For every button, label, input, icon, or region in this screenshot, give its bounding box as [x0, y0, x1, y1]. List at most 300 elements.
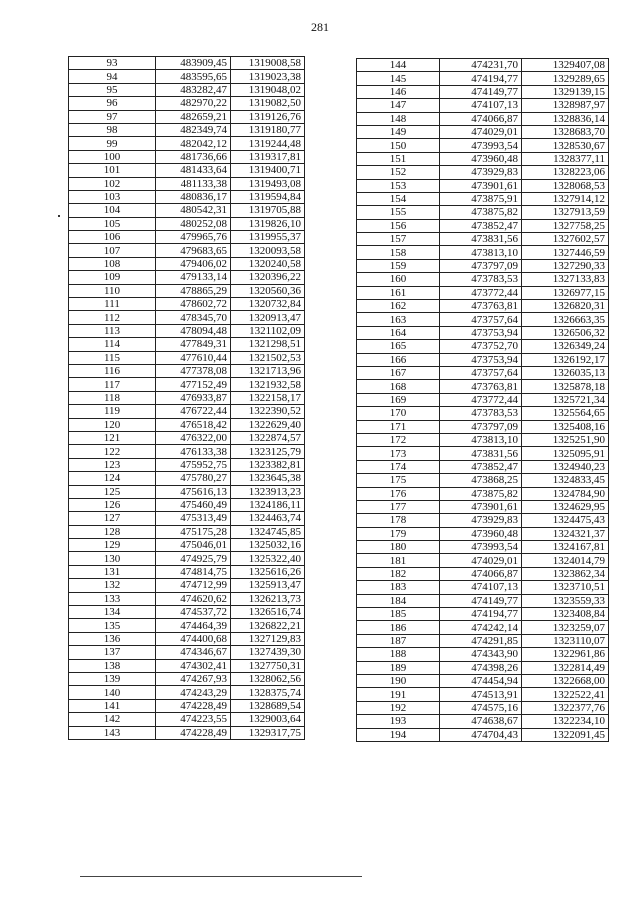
table-row: [357, 701, 609, 714]
x-coordinate-cell: 475460,49: [156, 498, 231, 511]
y-coordinate-cell: 1319955,37: [231, 231, 305, 244]
point-number-cell: 127: [69, 512, 156, 525]
point-number-cell: 105: [69, 217, 156, 230]
y-coordinate-cell: 1326663,35: [522, 313, 609, 326]
point-number-cell: 188: [357, 648, 440, 661]
y-coordinate-cell: 1322158,17: [231, 391, 305, 404]
table-row: [357, 192, 609, 205]
table-row: [69, 632, 305, 645]
y-coordinate-cell: 1327129,83: [231, 632, 305, 645]
table-row: [69, 579, 305, 592]
table-row: [69, 83, 305, 96]
x-coordinate-cell: 483909,45: [156, 57, 231, 70]
x-coordinate-cell: 473783,53: [440, 273, 522, 286]
y-coordinate-cell: 1320732,84: [231, 298, 305, 311]
y-coordinate-cell: 1324784,90: [522, 487, 609, 500]
y-coordinate-cell: 1324940,23: [522, 460, 609, 473]
y-coordinate-cell: 1320560,36: [231, 284, 305, 297]
y-coordinate-cell: 1321298,51: [231, 338, 305, 351]
table-row: [69, 244, 305, 257]
table-row: [69, 257, 305, 270]
y-coordinate-cell: 1327914,12: [522, 192, 609, 205]
x-coordinate-cell: 480542,31: [156, 204, 231, 217]
y-coordinate-cell: 1325721,34: [522, 393, 609, 406]
y-coordinate-cell: 1324186,11: [231, 498, 305, 511]
y-coordinate-cell: 1326977,15: [522, 286, 609, 299]
table-row: [69, 97, 305, 110]
point-number-cell: 97: [69, 110, 156, 123]
x-coordinate-cell: 474302,41: [156, 659, 231, 672]
x-coordinate-cell: 474107,13: [440, 99, 522, 112]
x-coordinate-cell: 474267,93: [156, 672, 231, 685]
y-coordinate-cell: 1324321,37: [522, 527, 609, 540]
x-coordinate-cell: 482970,22: [156, 97, 231, 110]
y-coordinate-cell: 1322961,86: [522, 648, 609, 661]
y-coordinate-cell: 1328987,97: [522, 99, 609, 112]
table-row: [69, 70, 305, 83]
point-number-cell: 106: [69, 231, 156, 244]
table-row: [69, 231, 305, 244]
x-coordinate-cell: 474620,62: [156, 592, 231, 605]
point-number-cell: 113: [69, 324, 156, 337]
table-row: [357, 581, 609, 594]
table-row: [357, 634, 609, 647]
y-coordinate-cell: 1325322,40: [231, 552, 305, 565]
table-row: [357, 594, 609, 607]
x-coordinate-cell: 473757,64: [440, 313, 522, 326]
point-number-cell: 144: [357, 59, 440, 72]
y-coordinate-cell: 1326035,13: [522, 366, 609, 379]
table-row: [69, 646, 305, 659]
table-row: [357, 433, 609, 446]
point-number-cell: 179: [357, 527, 440, 540]
x-coordinate-cell: 474537,72: [156, 606, 231, 619]
table-row: [357, 393, 609, 406]
table-row: [357, 152, 609, 165]
point-number-cell: 191: [357, 688, 440, 701]
table-row: [357, 166, 609, 179]
y-coordinate-cell: 1324463,74: [231, 512, 305, 525]
y-coordinate-cell: 1321502,53: [231, 351, 305, 364]
table-row: [69, 364, 305, 377]
table-row: [357, 206, 609, 219]
table-row: [357, 366, 609, 379]
y-coordinate-cell: 1320396,22: [231, 271, 305, 284]
point-number-cell: 190: [357, 674, 440, 687]
table-row: [69, 271, 305, 284]
y-coordinate-cell: 1327758,25: [522, 219, 609, 232]
table-row: [357, 527, 609, 540]
x-coordinate-cell: 474223,55: [156, 713, 231, 726]
table-row: [69, 659, 305, 672]
y-coordinate-cell: 1324475,43: [522, 514, 609, 527]
x-coordinate-cell: 481133,38: [156, 177, 231, 190]
y-coordinate-cell: 1323259,07: [522, 621, 609, 634]
table-row: [357, 300, 609, 313]
x-coordinate-cell: 478602,72: [156, 298, 231, 311]
point-number-cell: 180: [357, 541, 440, 554]
y-coordinate-cell: 1327439,30: [231, 646, 305, 659]
y-coordinate-cell: 1325913,47: [231, 579, 305, 592]
table-row: [357, 59, 609, 72]
coordinates-table-left: [68, 56, 305, 740]
x-coordinate-cell: 473752,70: [440, 340, 522, 353]
y-coordinate-cell: 1326516,74: [231, 606, 305, 619]
x-coordinate-cell: 479133,14: [156, 271, 231, 284]
point-number-cell: 109: [69, 271, 156, 284]
table-row: [69, 552, 305, 565]
table-row: [357, 541, 609, 554]
point-number-cell: 136: [69, 632, 156, 645]
x-coordinate-cell: 479406,02: [156, 257, 231, 270]
x-coordinate-cell: 474228,49: [156, 699, 231, 712]
x-coordinate-cell: 478094,48: [156, 324, 231, 337]
x-coordinate-cell: 474400,68: [156, 632, 231, 645]
y-coordinate-cell: 1320240,58: [231, 257, 305, 270]
x-coordinate-cell: 473852,47: [440, 219, 522, 232]
table-row: [357, 286, 609, 299]
x-coordinate-cell: 473901,61: [440, 179, 522, 192]
point-number-cell: 176: [357, 487, 440, 500]
point-number-cell: 165: [357, 340, 440, 353]
table-row: [69, 713, 305, 726]
table-row: [357, 273, 609, 286]
x-coordinate-cell: 475046,01: [156, 539, 231, 552]
table-row: [69, 485, 305, 498]
y-coordinate-cell: 1319400,71: [231, 164, 305, 177]
bottom-rule: [80, 876, 362, 877]
point-number-cell: 154: [357, 192, 440, 205]
y-coordinate-cell: 1323408,84: [522, 608, 609, 621]
x-coordinate-cell: 474149,77: [440, 85, 522, 98]
y-coordinate-cell: 1325032,16: [231, 539, 305, 552]
table-row: [69, 418, 305, 431]
table-row: [357, 219, 609, 232]
y-coordinate-cell: 1329407,08: [522, 59, 609, 72]
point-number-cell: 186: [357, 621, 440, 634]
table-row: [357, 179, 609, 192]
point-number-cell: 131: [69, 565, 156, 578]
point-number-cell: 169: [357, 393, 440, 406]
x-coordinate-cell: 477152,49: [156, 378, 231, 391]
table-row: [357, 674, 609, 687]
table-row: [357, 500, 609, 513]
table-row: [69, 726, 305, 739]
y-coordinate-cell: 1319023,38: [231, 70, 305, 83]
point-number-cell: 155: [357, 206, 440, 219]
y-coordinate-cell: 1323125,79: [231, 445, 305, 458]
table-row: [357, 246, 609, 259]
x-coordinate-cell: 473831,56: [440, 447, 522, 460]
y-coordinate-cell: 1326820,31: [522, 300, 609, 313]
x-coordinate-cell: 473797,09: [440, 420, 522, 433]
x-coordinate-cell: 473929,83: [440, 514, 522, 527]
table-row: [357, 313, 609, 326]
point-number-cell: 129: [69, 539, 156, 552]
x-coordinate-cell: 474346,67: [156, 646, 231, 659]
y-coordinate-cell: 1320913,47: [231, 311, 305, 324]
point-number-cell: 137: [69, 646, 156, 659]
point-number-cell: 98: [69, 123, 156, 136]
y-coordinate-cell: 1328375,74: [231, 686, 305, 699]
point-number-cell: 143: [69, 726, 156, 739]
x-coordinate-cell: 477610,44: [156, 351, 231, 364]
table-row: [69, 699, 305, 712]
table-row: [357, 648, 609, 661]
y-coordinate-cell: 1323645,38: [231, 472, 305, 485]
table-row: [69, 539, 305, 552]
x-coordinate-cell: 475616,13: [156, 485, 231, 498]
x-coordinate-cell: 474107,13: [440, 581, 522, 594]
point-number-cell: 153: [357, 179, 440, 192]
x-coordinate-cell: 473783,53: [440, 407, 522, 420]
point-number-cell: 123: [69, 458, 156, 471]
x-coordinate-cell: 473753,94: [440, 326, 522, 339]
point-number-cell: 126: [69, 498, 156, 511]
point-number-cell: 192: [357, 701, 440, 714]
x-coordinate-cell: 474066,87: [440, 112, 522, 125]
y-coordinate-cell: 1325408,16: [522, 420, 609, 433]
x-coordinate-cell: 473813,10: [440, 246, 522, 259]
table-row: [69, 338, 305, 351]
table-row: [357, 688, 609, 701]
point-number-cell: 115: [69, 351, 156, 364]
y-coordinate-cell: 1326213,73: [231, 592, 305, 605]
point-number-cell: 128: [69, 525, 156, 538]
table-row: [69, 311, 305, 324]
table-row: [357, 567, 609, 580]
point-number-cell: 139: [69, 672, 156, 685]
table-row: [357, 380, 609, 393]
x-coordinate-cell: 474194,77: [440, 72, 522, 85]
point-number-cell: 159: [357, 259, 440, 272]
point-number-cell: 147: [357, 99, 440, 112]
table-row: [69, 137, 305, 150]
x-coordinate-cell: 473763,81: [440, 300, 522, 313]
y-coordinate-cell: 1324629,95: [522, 500, 609, 513]
y-coordinate-cell: 1319008,58: [231, 57, 305, 70]
point-number-cell: 184: [357, 594, 440, 607]
y-coordinate-cell: 1327133,83: [522, 273, 609, 286]
x-coordinate-cell: 473797,09: [440, 259, 522, 272]
y-coordinate-cell: 1325251,90: [522, 433, 609, 446]
x-coordinate-cell: 475952,75: [156, 458, 231, 471]
table-row: [69, 217, 305, 230]
x-coordinate-cell: 475313,49: [156, 512, 231, 525]
y-coordinate-cell: 1322668,00: [522, 674, 609, 687]
point-number-cell: 145: [357, 72, 440, 85]
point-number-cell: 135: [69, 619, 156, 632]
x-coordinate-cell: 473852,47: [440, 460, 522, 473]
table-row: [357, 326, 609, 339]
point-number-cell: 161: [357, 286, 440, 299]
x-coordinate-cell: 479965,76: [156, 231, 231, 244]
point-number-cell: 138: [69, 659, 156, 672]
point-number-cell: 140: [69, 686, 156, 699]
y-coordinate-cell: 1324014,79: [522, 554, 609, 567]
y-coordinate-cell: 1322874,57: [231, 431, 305, 444]
y-coordinate-cell: 1327750,31: [231, 659, 305, 672]
table-row: [357, 460, 609, 473]
point-number-cell: 101: [69, 164, 156, 177]
table-row: [69, 351, 305, 364]
x-coordinate-cell: 483282,47: [156, 83, 231, 96]
x-coordinate-cell: 474814,75: [156, 565, 231, 578]
table-row: [357, 447, 609, 460]
x-coordinate-cell: 479683,65: [156, 244, 231, 257]
y-coordinate-cell: 1327913,59: [522, 206, 609, 219]
point-number-cell: 132: [69, 579, 156, 592]
y-coordinate-cell: 1329317,75: [231, 726, 305, 739]
point-number-cell: 118: [69, 391, 156, 404]
x-coordinate-cell: 474925,79: [156, 552, 231, 565]
y-coordinate-cell: 1324833,45: [522, 474, 609, 487]
x-coordinate-cell: 474242,14: [440, 621, 522, 634]
point-number-cell: 104: [69, 204, 156, 217]
x-coordinate-cell: 473772,44: [440, 393, 522, 406]
point-number-cell: 102: [69, 177, 156, 190]
point-number-cell: 99: [69, 137, 156, 150]
table-row: [69, 565, 305, 578]
x-coordinate-cell: 474029,01: [440, 125, 522, 138]
table-row: [69, 472, 305, 485]
point-number-cell: 172: [357, 433, 440, 446]
y-coordinate-cell: 1328223,06: [522, 166, 609, 179]
x-coordinate-cell: 473868,25: [440, 474, 522, 487]
point-number-cell: 142: [69, 713, 156, 726]
x-coordinate-cell: 473772,44: [440, 286, 522, 299]
table-row: [69, 164, 305, 177]
y-coordinate-cell: 1322814,49: [522, 661, 609, 674]
x-coordinate-cell: 475780,27: [156, 472, 231, 485]
y-coordinate-cell: 1325878,18: [522, 380, 609, 393]
y-coordinate-cell: 1322377,76: [522, 701, 609, 714]
point-number-cell: 156: [357, 219, 440, 232]
y-coordinate-cell: 1322234,10: [522, 715, 609, 728]
point-number-cell: 160: [357, 273, 440, 286]
point-number-cell: 96: [69, 97, 156, 110]
table-row: [357, 420, 609, 433]
y-coordinate-cell: 1319082,50: [231, 97, 305, 110]
x-coordinate-cell: 481433,64: [156, 164, 231, 177]
x-coordinate-cell: 473993,54: [440, 139, 522, 152]
x-coordinate-cell: 474066,87: [440, 567, 522, 580]
y-coordinate-cell: 1322390,52: [231, 405, 305, 418]
y-coordinate-cell: 1321713,96: [231, 364, 305, 377]
point-number-cell: 146: [357, 85, 440, 98]
table-row: [69, 458, 305, 471]
point-number-cell: 133: [69, 592, 156, 605]
point-number-cell: 174: [357, 460, 440, 473]
point-number-cell: 122: [69, 445, 156, 458]
y-coordinate-cell: 1328062,56: [231, 672, 305, 685]
table-row: [357, 139, 609, 152]
point-number-cell: 125: [69, 485, 156, 498]
point-number-cell: 93: [69, 57, 156, 70]
x-coordinate-cell: 474243,29: [156, 686, 231, 699]
point-number-cell: 130: [69, 552, 156, 565]
x-coordinate-cell: 476322,00: [156, 431, 231, 444]
x-coordinate-cell: 475175,28: [156, 525, 231, 538]
y-coordinate-cell: 1321932,58: [231, 378, 305, 391]
point-number-cell: 187: [357, 634, 440, 647]
table-row: [357, 340, 609, 353]
table-row: [69, 686, 305, 699]
x-coordinate-cell: 473929,83: [440, 166, 522, 179]
x-coordinate-cell: 474454,94: [440, 674, 522, 687]
x-coordinate-cell: 474704,43: [440, 728, 522, 741]
x-coordinate-cell: 474638,67: [440, 715, 522, 728]
y-coordinate-cell: 1325616,26: [231, 565, 305, 578]
table-row: [357, 99, 609, 112]
y-coordinate-cell: 1328836,14: [522, 112, 609, 125]
y-coordinate-cell: 1319705,88: [231, 204, 305, 217]
y-coordinate-cell: 1323559,33: [522, 594, 609, 607]
point-number-cell: 178: [357, 514, 440, 527]
y-coordinate-cell: 1329139,15: [522, 85, 609, 98]
table-row: [357, 72, 609, 85]
table-row: [357, 112, 609, 125]
table-row: [357, 125, 609, 138]
table-row: [69, 177, 305, 190]
coordinates-table-right: [356, 58, 609, 742]
x-coordinate-cell: 473831,56: [440, 233, 522, 246]
y-coordinate-cell: 1319126,76: [231, 110, 305, 123]
point-number-cell: 124: [69, 472, 156, 485]
point-number-cell: 114: [69, 338, 156, 351]
y-coordinate-cell: 1324745,85: [231, 525, 305, 538]
point-number-cell: 151: [357, 152, 440, 165]
point-number-cell: 167: [357, 366, 440, 379]
x-coordinate-cell: 476933,87: [156, 391, 231, 404]
table-row: [357, 554, 609, 567]
x-coordinate-cell: 478345,70: [156, 311, 231, 324]
point-number-cell: 168: [357, 380, 440, 393]
y-coordinate-cell: 1322522,41: [522, 688, 609, 701]
x-coordinate-cell: 474231,70: [440, 59, 522, 72]
y-coordinate-cell: 1328689,54: [231, 699, 305, 712]
y-coordinate-cell: 1319826,10: [231, 217, 305, 230]
point-number-cell: 171: [357, 420, 440, 433]
coordinates-table-left-body: [69, 57, 305, 740]
y-coordinate-cell: 1328377,11: [522, 152, 609, 165]
x-coordinate-cell: 482349,74: [156, 123, 231, 136]
point-number-cell: 185: [357, 608, 440, 621]
point-number-cell: 164: [357, 326, 440, 339]
x-coordinate-cell: 476133,38: [156, 445, 231, 458]
x-coordinate-cell: 474228,49: [156, 726, 231, 739]
x-coordinate-cell: 480252,08: [156, 217, 231, 230]
x-coordinate-cell: 474575,16: [440, 701, 522, 714]
y-coordinate-cell: 1328068,53: [522, 179, 609, 192]
x-coordinate-cell: 473960,48: [440, 527, 522, 540]
table-row: [69, 672, 305, 685]
point-number-cell: 150: [357, 139, 440, 152]
table-row: [69, 431, 305, 444]
x-coordinate-cell: 474398,26: [440, 661, 522, 674]
x-coordinate-cell: 482659,21: [156, 110, 231, 123]
y-coordinate-cell: 1327446,59: [522, 246, 609, 259]
table-row: [357, 353, 609, 366]
x-coordinate-cell: 473753,94: [440, 353, 522, 366]
table-row: [357, 661, 609, 674]
point-number-cell: 116: [69, 364, 156, 377]
y-coordinate-cell: 1323110,07: [522, 634, 609, 647]
point-number-cell: 175: [357, 474, 440, 487]
x-coordinate-cell: 474194,77: [440, 608, 522, 621]
table-row: [357, 407, 609, 420]
table-row: [69, 512, 305, 525]
